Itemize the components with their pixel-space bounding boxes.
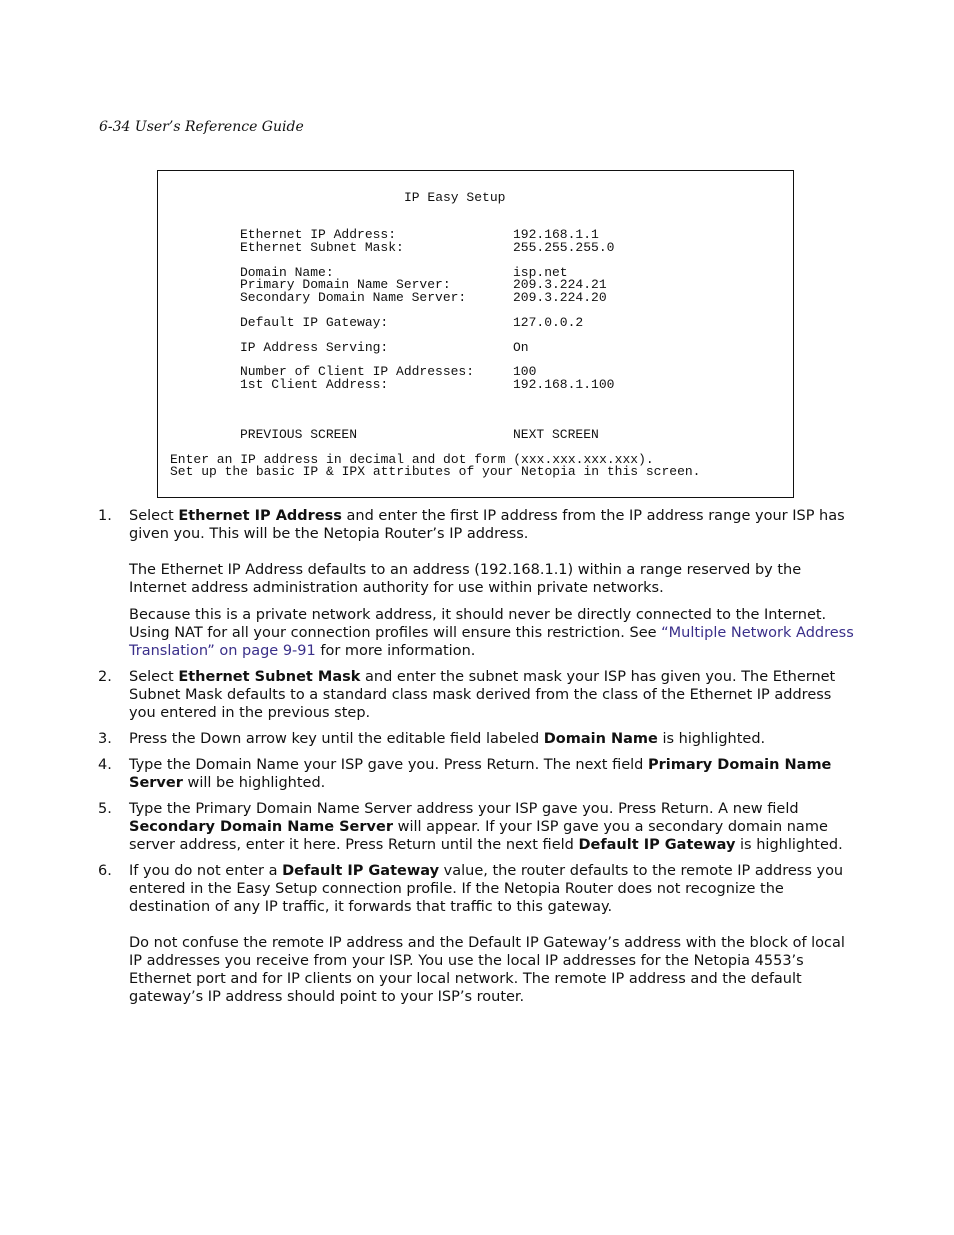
field-label-client-count: Number of Client IP Addresses:: [240, 364, 475, 379]
ui-term: Default IP Gateway: [282, 863, 440, 879]
help-line-2: Set up the basic IP & IPX attributes of your Netopia in this screen.: [170, 464, 701, 479]
list-item-5: [98, 800, 854, 854]
ui-term: Ethernet Subnet Mask: [178, 669, 361, 685]
ui-term: Primary Domain Name Server: [129, 757, 832, 791]
ui-term: Domain Name: [543, 731, 658, 747]
field-label-ip-address-serving: IP Address Serving:: [240, 340, 389, 355]
field-label-secondary-dns: Secondary Domain Name Server:: [240, 290, 467, 305]
field-label-subnet-mask: Ethernet Subnet Mask:: [240, 240, 404, 255]
step-text: Select Ethernet IP Address and enter the first IP address from the IP address range your ISP has given you. This will be the Netopia Router’s IP address.: [129, 508, 845, 542]
step-number: 2.: [98, 669, 112, 685]
screen-title: IP Easy Setup: [404, 190, 506, 205]
step-number: 4.: [98, 757, 112, 773]
ui-term: Secondary Domain Name Server: [129, 819, 393, 835]
step-note: Do not confuse the remote IP address and the Default IP Gateway’s address with the block of local IP addresses you receive from your ISP. You use the local IP addresses for the Netopia 4553’s Ethernet port and for IP clients on your local network. The remote IP address and the default gateway’s IP address should point to your ISP’s router.: [129, 935, 845, 1005]
step-text: Select Ethernet Subnet Mask and enter the subnet mask your ISP has given you. The Ethernet Subnet Mask defaults to a standard class mask derived from the class of the Ethernet IP address you entered in the previous step.: [129, 669, 836, 721]
field-value-primary-dns[interactable]: 209.3.224.21: [513, 277, 607, 292]
field-value-first-client[interactable]: 192.168.1.100: [513, 377, 615, 392]
list-item-3: [98, 730, 854, 748]
field-label-default-gateway: Default IP Gateway:: [240, 315, 389, 330]
step-number: 5.: [98, 801, 112, 817]
step-note: Because this is a private network address, it should never be directly connected to the Internet. Using NAT for all your connection profiles will ensure this restriction. See “Multiple Network Address Translation” on page 9-91 for more information.: [129, 607, 854, 659]
field-value-ip-address-serving[interactable]: On: [513, 340, 529, 355]
instruction-list: [98, 507, 854, 1014]
step-number: 6.: [98, 863, 112, 879]
step-text: Press the Down arrow key until the editable field labeled Domain Name is highlighted.: [129, 731, 766, 747]
step-note: The Ethernet IP Address defaults to an address (192.168.1.1) within a range reserved by the Internet address administration authority for use within private networks.: [129, 562, 802, 596]
step-text: Type the Domain Name your ISP gave you. Press Return. The next field Primary Domain Name Server will be highlighted.: [129, 757, 832, 791]
field-value-default-gateway[interactable]: 127.0.0.2: [513, 315, 584, 330]
list-item-2: [98, 668, 854, 722]
next-screen-button[interactable]: NEXT SCREEN: [513, 427, 599, 442]
cross-reference-link[interactable]: “Multiple Network Address Translation” on page 9-91: [129, 625, 854, 659]
ui-term: Ethernet IP Address: [178, 508, 342, 524]
field-label-ethernet-ip: Ethernet IP Address:: [240, 227, 397, 242]
field-value-domain-name[interactable]: isp.net: [513, 265, 568, 280]
help-line-1: Enter an IP address in decimal and dot form (xxx.xxx.xxx.xxx).: [170, 452, 654, 467]
field-value-ethernet-ip[interactable]: 192.168.1.1: [513, 227, 599, 242]
field-label-first-client: 1st Client Address:: [240, 377, 389, 392]
list-item-4: [98, 756, 854, 792]
list-item-1: [98, 507, 854, 660]
step-text: Type the Primary Domain Name Server address your ISP gave you. Press Return. A new field Secondary Domain Name Server will appear. If your ISP gave you a secondary domain name server address, enter it here. Press Return until the next field Default IP Gateway is highlighted.: [129, 801, 843, 853]
ui-term: Default IP Gateway: [578, 837, 736, 853]
field-value-secondary-dns[interactable]: 209.3.224.20: [513, 290, 607, 305]
field-label-domain-name: Domain Name:: [240, 265, 334, 280]
list-item-6: [98, 862, 854, 1006]
field-label-primary-dns: Primary Domain Name Server:: [240, 277, 451, 292]
step-number: 3.: [98, 731, 112, 747]
step-number: 1.: [98, 508, 112, 524]
field-value-client-count[interactable]: 100: [513, 364, 537, 379]
step-text: If you do not enter a Default IP Gateway value, the router defaults to the remote IP address you entered in the Easy Setup connection profile. If the Netopia Router does not recognize the destination of any IP traffic, it forwards that traffic to this gateway.: [129, 863, 844, 915]
field-value-subnet-mask[interactable]: 255.255.255.0: [513, 240, 615, 255]
ip-easy-setup-screen: [157, 170, 794, 498]
page-header: 6-34 User’s Reference Guide: [99, 119, 304, 135]
previous-screen-button[interactable]: PREVIOUS SCREEN: [240, 427, 358, 442]
